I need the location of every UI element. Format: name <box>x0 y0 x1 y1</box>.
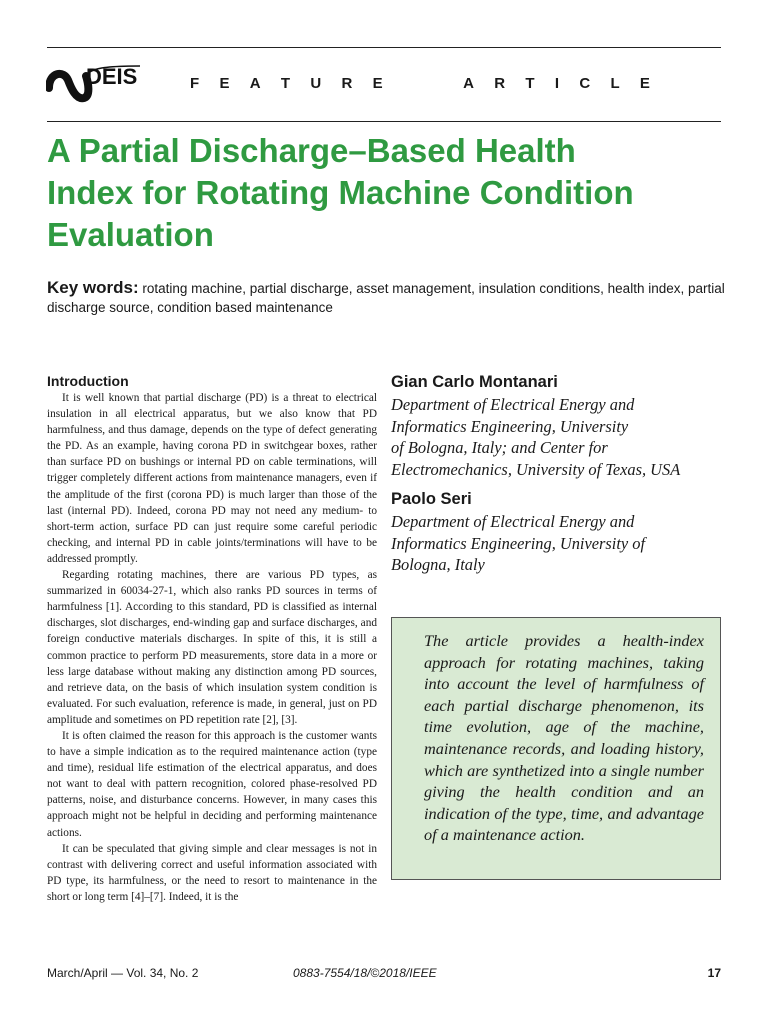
section-letter: E <box>219 75 230 92</box>
body-paragraph: It is often claimed the reason for this approach is the customer wants to have a simple indication as to the required maintenance action (type and time), residual life estimation of the electrical apparatus, and does not want to deal with pattern recognition, colored phase-resolved PD patterns, noise, and disturbance concerns. However, in many cases this approach might not be helpful in deciding and performing maintenance actions. <box>47 729 377 839</box>
section-letter: R <box>494 75 506 92</box>
section-letter: E <box>639 75 650 92</box>
deis-logo-icon <box>46 58 146 108</box>
affiliation-line: Department of Electrical Energy and <box>391 512 635 531</box>
deis-logo <box>46 58 146 106</box>
author-name: Gian Carlo Montanari <box>391 373 558 391</box>
affiliation-line: of Bologna, Italy; and Center for <box>391 438 608 457</box>
section-letter: L <box>610 75 620 92</box>
affiliation-line: Electromechanics, University of Texas, USA <box>391 459 681 479</box>
affiliation-line: Informatics Engineering, University <box>391 416 629 436</box>
body-paragraph: It is well known that partial discharge (PD) is a threat to electrical insulation in all electrical apparatus, but we also know that PD harmfulness, and thus damage, depends on the type of defect generating the PD. As an example, having corona PD in switchgear boxes, rather than surface PD on bushings or internal PD on cable terminations, will trigger completely different actions from maintenance managers, even if the amplitude of the first (corona PD) is much larger than those of the last (internal PD). Indeed, corona PD may not need any medium- to short-term action, surface PD can just require some careful periodic checking, and internal PD in cable joints/terminations will have to be addressed promptly. <box>47 392 377 565</box>
top-rule <box>47 47 721 48</box>
section-letter: A <box>463 75 474 92</box>
title-line: A Partial Discharge–Based Health <box>47 132 576 169</box>
author-1 <box>391 373 721 480</box>
author-affiliation <box>391 394 721 480</box>
keywords <box>47 278 727 317</box>
introduction-section <box>47 373 377 905</box>
issue-info: March/April — Vol. 34, No. 2 <box>47 966 199 980</box>
logo-text: DEIS <box>86 64 138 89</box>
section-gap <box>403 75 443 92</box>
author-name: Paolo Seri <box>391 490 472 508</box>
section-letter: T <box>280 75 291 92</box>
section-label <box>190 75 650 92</box>
body-paragraph: It can be speculated that giving simple and clear messages is not in contrast with delivering correct and useful information associated with PD type, its harmfulness, or the need to resort to maintenance in the short or long term [4]–[7]. Indeed, it is the <box>47 842 377 903</box>
section-letter: T <box>525 75 535 92</box>
affiliation-line: Informatics Engineering, University of <box>391 533 646 553</box>
title-line: Evaluation <box>47 216 214 253</box>
section-letter: U <box>310 75 322 92</box>
affiliation-line: Department of Electrical Energy and <box>391 395 635 414</box>
author-2 <box>391 490 721 576</box>
author-affiliation <box>391 511 721 576</box>
introduction-heading: Introduction <box>47 373 129 389</box>
section-letter: A <box>249 75 261 92</box>
keywords-label: Key words: <box>47 278 139 297</box>
section-letter: E <box>372 75 383 92</box>
page-number: 17 <box>707 966 721 980</box>
abstract-text: The article provides a health-index approach for rotating machines, taking into account the level of harmfulness of each partial discharge phenomenon, its time evolution, age of the machine, maintenance records, and loading history, which are synthetized into a single number giving the health condition and an indication of the type, time, and advantage of a maintenance action. <box>424 631 704 845</box>
keywords-text: rotating machine, partial discharge, asset management, insulation conditions, health index, partial discharge source, condition based maintenance <box>47 281 725 315</box>
title-line: Index for Rotating Machine Condition <box>47 174 634 211</box>
section-letter: F <box>190 75 200 92</box>
section-letter: R <box>341 75 353 92</box>
section-letter: C <box>579 75 591 92</box>
page-footer <box>47 966 721 982</box>
article-title <box>47 130 727 256</box>
section-letter: I <box>554 75 560 92</box>
header-rule <box>47 121 721 122</box>
abstract-box <box>391 617 721 880</box>
doi-info: 0883-7554/18/©2018/IEEE <box>293 966 437 980</box>
affiliation-line: Bologna, Italy <box>391 555 485 574</box>
body-paragraph: Regarding rotating machines, there are various PD types, as summarized in 60034-27-1, which also ranks PD sources in terms of harmfulness [1]. According to this standard, PD is classified as internal discharges, slot discharges, end-winding gap and surface discharges, and foreign conductive materials discharges. In spite of this, it is still a common practice to perform PD measurements, store data in a more or less large database without making any distinction among PD sources, and retrieve data, on the basis of which insulation system condition is evaluated. For such evaluation, reference is made, in general, just on PD amplitude and sometimes on PD repetition rate [2], [3]. <box>47 569 377 726</box>
